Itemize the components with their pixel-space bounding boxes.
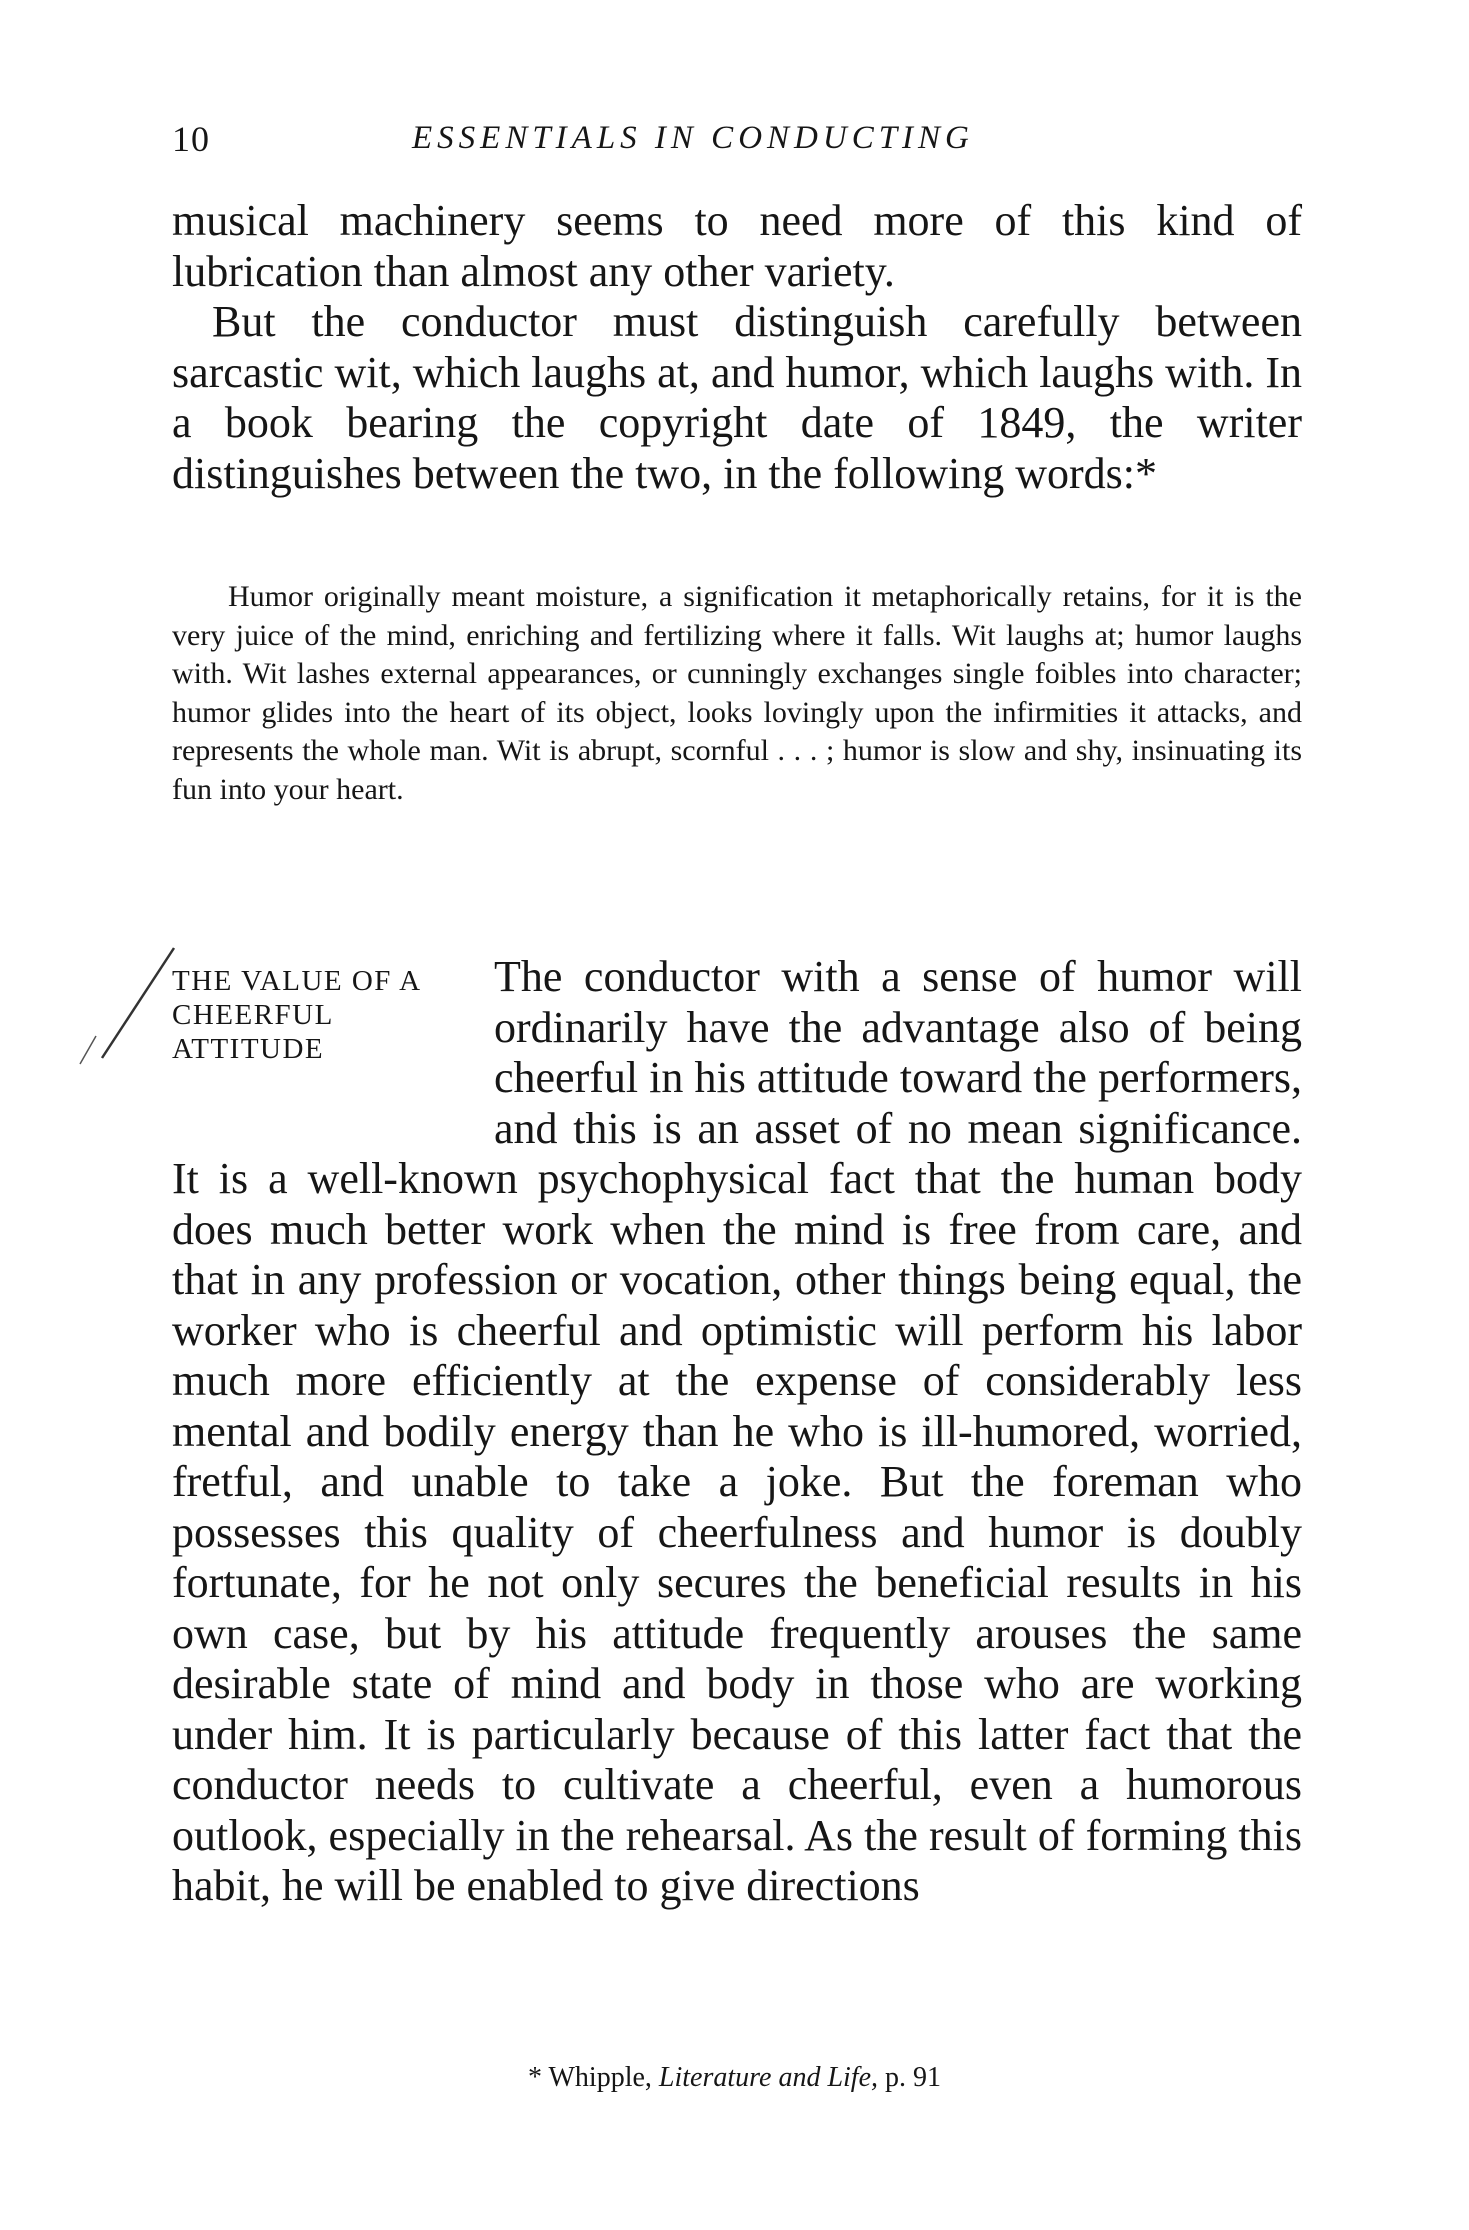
section-text	[172, 952, 1302, 1912]
paragraph: musical machinery seems to need more of this kind of lubrication than almost any other variety.	[172, 196, 1302, 296]
paragraph: But the conductor must distinguish carefully between sarcastic wit, which laughs at, and humor, which laughs with. In a book bearing the copyright date of 1849, the writer distinguishes between the two, in the following words:*	[172, 297, 1302, 498]
block-quotation: Humor originally meant moisture, a signification it metaphorically retains, for it is the very juice of the mind, enriching and fertilizing where it falls. Wit laughs at; humor laughs with. Wit lashes external appearances, or cunningly exchanges single foibles into character; humor glides into the heart of its object, looks lovingly upon the infirmities it attacks, and represents the whole man. Wit is abrupt, scornful . . . ; humor is slow and shy, insinuating its fun into your heart.	[172, 580, 1302, 806]
margin-heading: THE VALUE OF A CHEERFUL ATTITUDE	[172, 965, 420, 1065]
footnote-author: Whipple,	[548, 2062, 652, 2093]
page-number: 10	[172, 119, 210, 159]
running-title: ESSENTIALS IN CONDUCTING	[412, 120, 974, 156]
page-header	[172, 118, 1302, 168]
footnote-page: p. 91	[885, 2062, 941, 2093]
footnote	[0, 2062, 1469, 2094]
paragraph: The conductor with a sense of humor will ordinarily have the advantage also of being cheerful in his attitude toward the performers, and this is an asset of no mean significance. It is a well-known psychophysical fact that the human body does much better work when the mind is free from care, and that in any profession or vocation, other things being equal, the worker who is cheerful and optimistic will perform his labor much more efficiently at the expense of considerably less mental and bodily energy than he who is ill-humored, worried, fretful, and unable to take a joke. But the foreman who possesses this quality of cheerfulness and humor is doubly fortunate, for he not only secures the beneficial results in his own case, but by his attitude frequently arouses the same desirable state of mind and body in those who are working under him. It is particularly because of this latter fact that the conductor needs to cultivate a cheerful, even a humorous outlook, especially in the rehearsal. As the result of forming this habit, he will be enabled to give directions	[172, 952, 1302, 1910]
intro-text	[172, 196, 1302, 499]
footnote-work: Literature and Life,	[658, 2062, 878, 2093]
footnote-marker: *	[528, 2062, 542, 2093]
